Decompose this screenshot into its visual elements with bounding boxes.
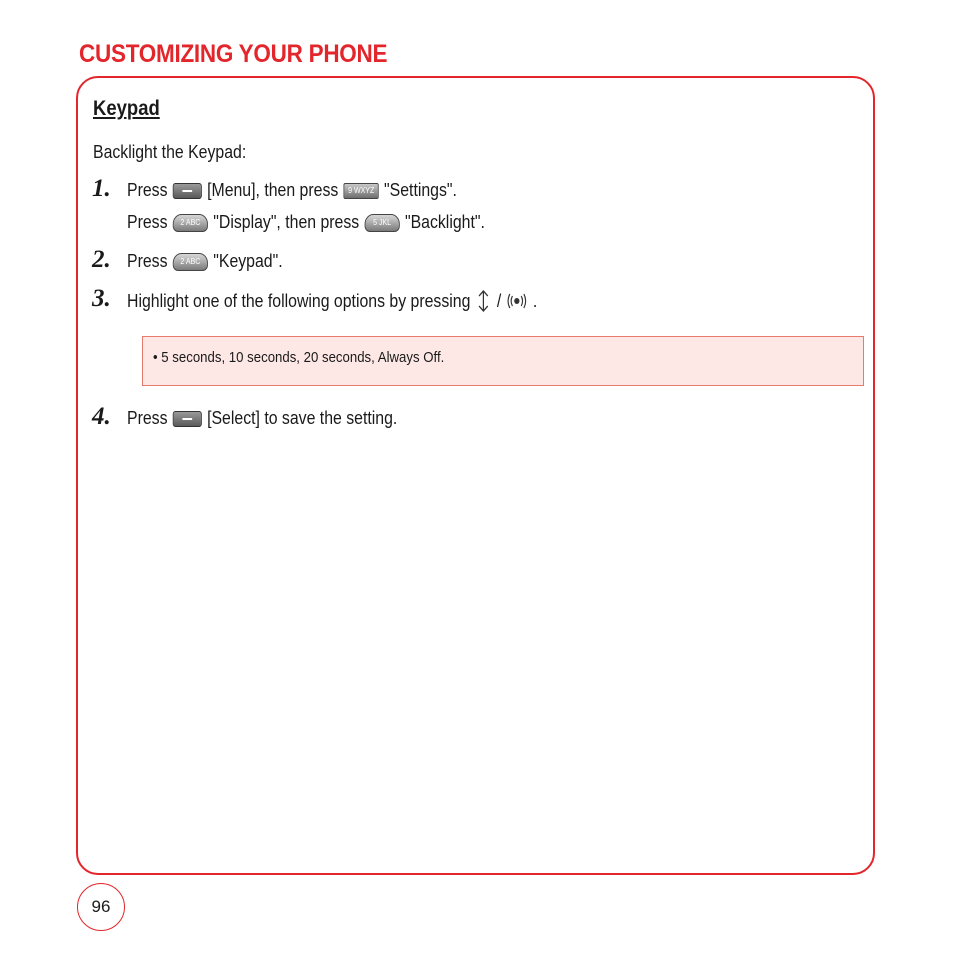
section-heading: Keypad: [93, 97, 160, 120]
step-1-number: 1.: [92, 175, 111, 202]
key-2-icon: 2 ABC: [173, 253, 208, 271]
soft-key-icon: [173, 411, 202, 427]
key-9-icon: 9 WXYZ: [344, 183, 379, 199]
step-text: Press: [127, 408, 168, 428]
step-text: .: [532, 290, 538, 311]
step-text: Press: [127, 212, 168, 232]
step-text: [Menu], then press: [207, 180, 339, 200]
separator-text: /: [496, 290, 502, 311]
step-4-number: 4.: [92, 403, 111, 430]
key-2-icon: 2 ABC: [173, 214, 208, 232]
step-text: Highlight one of the following options by pressing: [127, 290, 471, 311]
step-1-line-1: [127, 180, 457, 201]
page-number: 96: [77, 883, 125, 931]
page-title: CUSTOMIZING YOUR PHONE: [79, 40, 388, 68]
step-text: [Select] to save the setting.: [207, 408, 398, 428]
nav-updown-icon: [476, 290, 492, 312]
step-4-line: [127, 408, 397, 429]
step-text: Press: [127, 251, 168, 271]
step-2-line: [127, 251, 283, 272]
step-3-line: [127, 290, 537, 312]
step-text: "Backlight".: [404, 212, 485, 232]
step-3-number: 3.: [92, 285, 111, 312]
step-text: "Settings".: [384, 180, 457, 200]
key-5-icon: 5 JKL: [364, 214, 399, 232]
step-text: "Keypad".: [213, 251, 283, 271]
step-2-number: 2.: [92, 246, 111, 273]
step-text: "Display", then press: [213, 212, 360, 232]
intro-text: Backlight the Keypad:: [93, 142, 247, 162]
soft-key-icon: [173, 183, 202, 199]
step-1-line-2: [127, 212, 485, 233]
options-text: • 5 seconds, 10 seconds, 20 seconds, Always Off.: [153, 349, 445, 366]
wave-icon: [507, 293, 528, 309]
step-text: Press: [127, 180, 168, 200]
options-box: [142, 336, 864, 386]
